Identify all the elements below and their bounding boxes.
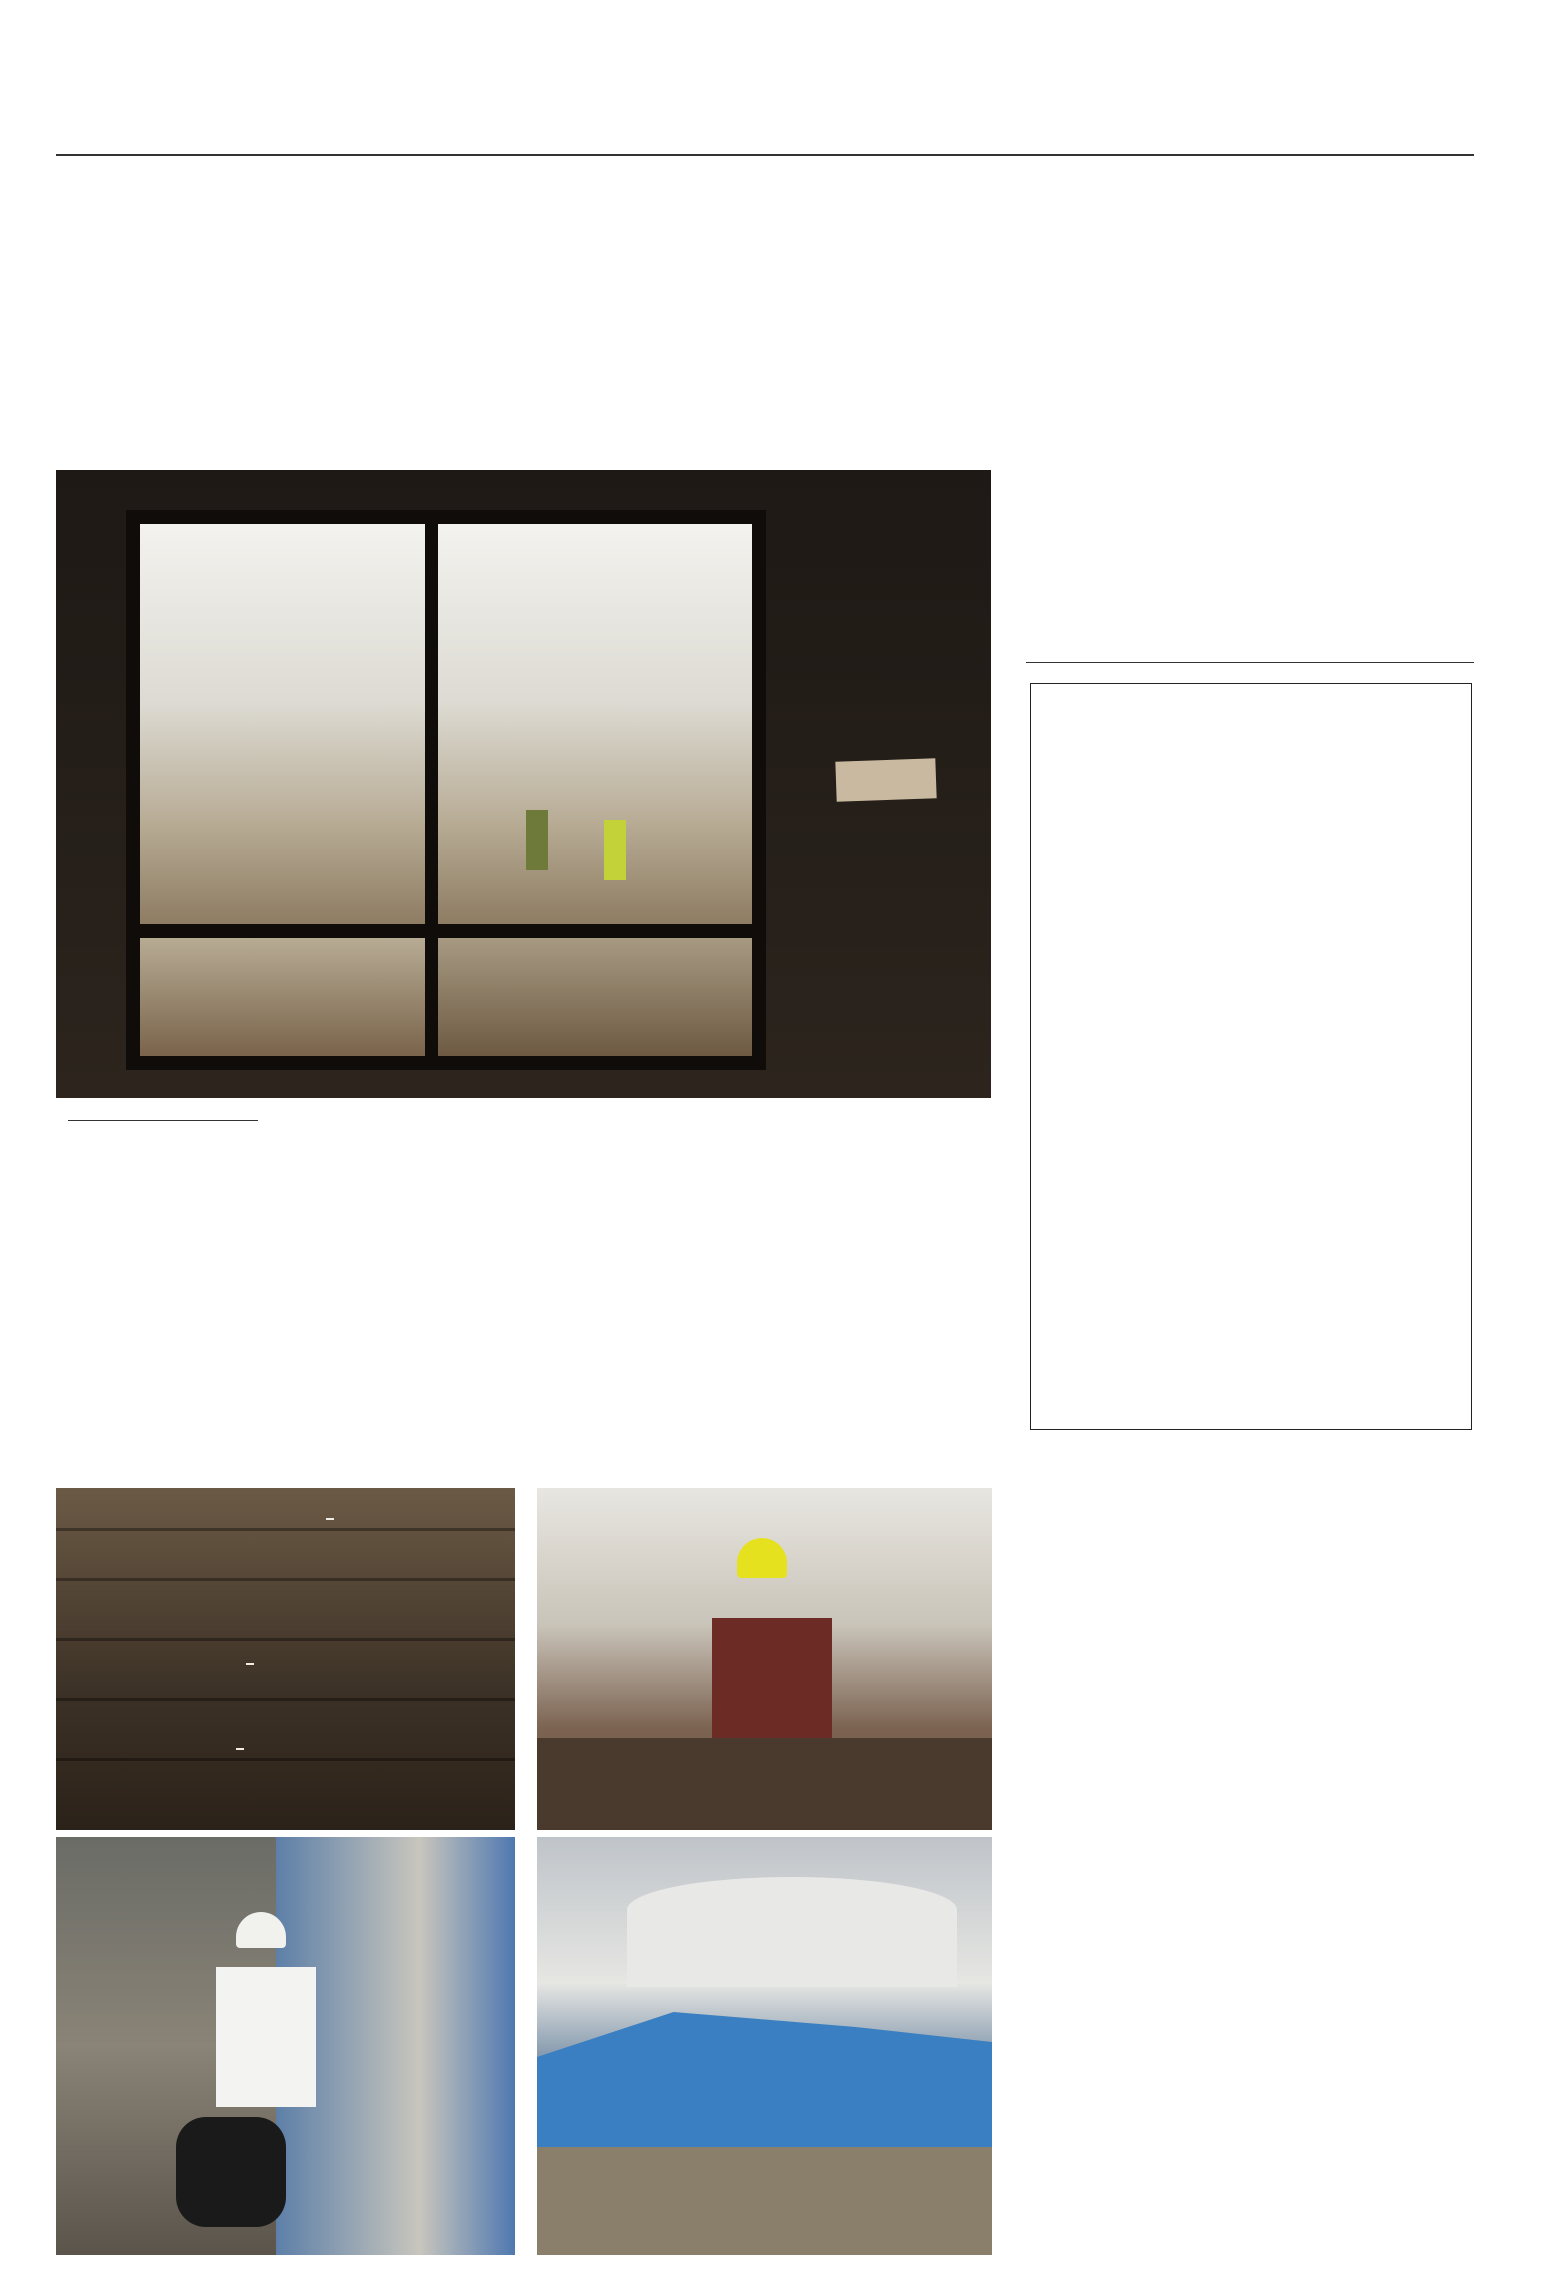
photo-stacked-planks (56, 1488, 515, 1830)
plank-tag (246, 1663, 254, 1665)
photo-window-frame (126, 510, 766, 1070)
reklama-rule (1026, 662, 1474, 663)
header-rule (56, 154, 1474, 156)
photo-tarp-tent (537, 1837, 992, 2255)
main-photo-barrack-window (56, 470, 991, 1098)
article-byline (68, 1118, 258, 1121)
photo-conservator-wall (56, 1837, 515, 2255)
photo-credit (992, 2080, 1008, 2255)
photo-worker-planing (537, 1488, 992, 1830)
masthead (1468, 108, 1474, 140)
auction-announcement (1030, 683, 1472, 1430)
plank-tag (236, 1748, 244, 1750)
photo-board (835, 758, 936, 801)
article-column-1 (56, 1138, 271, 1142)
plank-tag (326, 1518, 334, 1520)
